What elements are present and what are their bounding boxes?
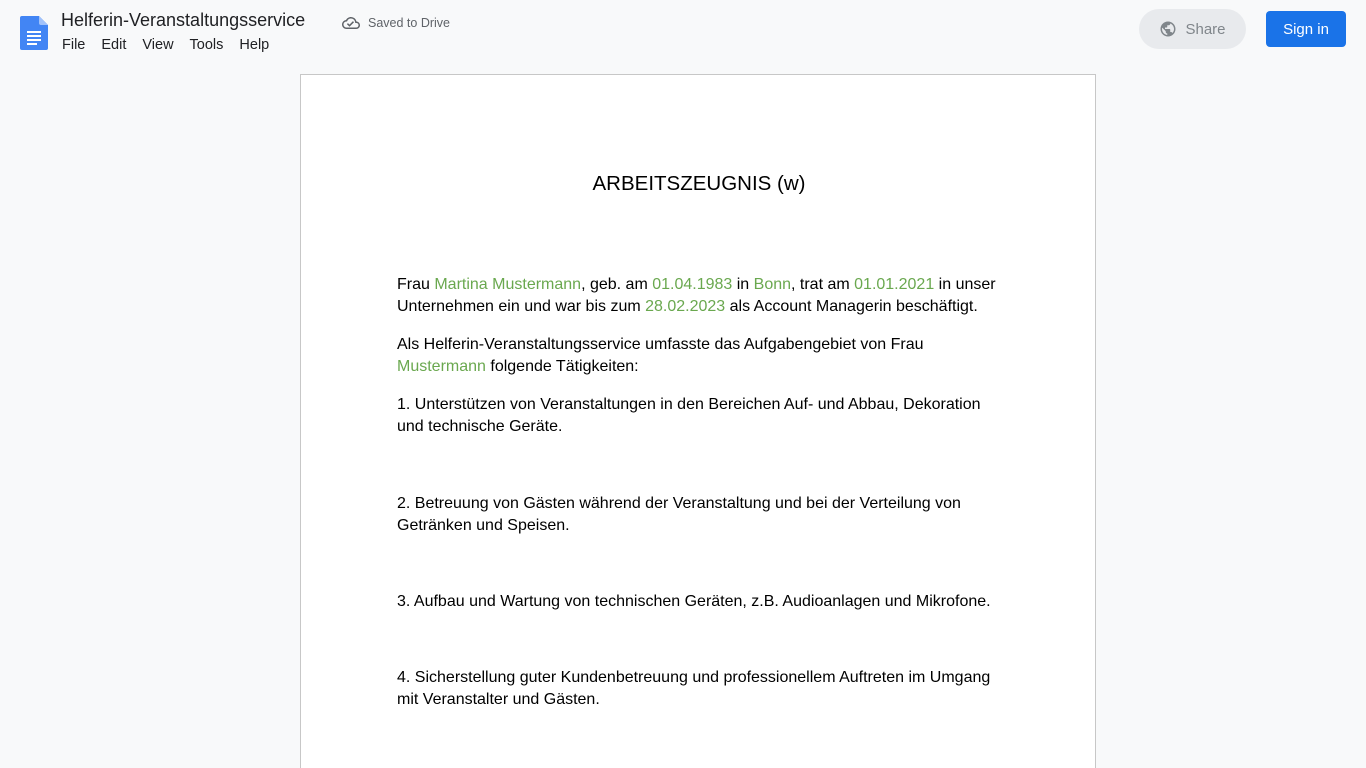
menu-edit[interactable]: Edit <box>101 37 127 53</box>
globe-icon <box>1159 20 1177 38</box>
birth-city: Bonn <box>753 276 792 293</box>
end-date: 28.02.2023 <box>645 298 726 315</box>
google-docs-icon[interactable] <box>20 16 48 50</box>
menu-tools[interactable]: Tools <box>189 37 224 53</box>
task-item-3: 3. Aufbau und Wartung von technischen Geräten, z.B. Audioanlagen und Mikrofone. <box>397 593 991 610</box>
intro-text-5: in unser Unternehmen ein und war bis zum <box>397 276 996 315</box>
intro-text-2: , geb. am <box>581 276 653 293</box>
app-header <box>0 0 1366 64</box>
task-item-4: 4. Sicherstellung guter Kundenbetreuung und professionellem Auftreten im Umgang mit Veranstalter und Gästen. <box>397 669 991 708</box>
intro-text-1: Frau <box>397 276 435 293</box>
document-page[interactable] <box>300 74 1096 768</box>
share-button[interactable] <box>1139 9 1246 49</box>
document-title[interactable]: Helferin-Veranstaltungsservice <box>61 10 306 30</box>
tasks-intro-paragraph <box>397 334 1001 378</box>
birth-date: 01.04.1983 <box>652 276 733 293</box>
menu-view[interactable]: View <box>142 37 174 53</box>
menu-bar <box>62 37 285 57</box>
saved-label: Saved to Drive <box>368 16 450 30</box>
sign-in-button[interactable]: Sign in <box>1266 11 1346 47</box>
document-heading: ARBEITSZEUGNIS (w) <box>592 172 806 195</box>
cloud-done-icon <box>342 14 360 32</box>
save-status[interactable] <box>342 14 450 32</box>
menu-file[interactable]: File <box>62 37 86 53</box>
task-item-1: 1. Unterstützen von Veranstaltungen in den Bereichen Auf- und Abbau, Dekoration und technische Geräte. <box>397 396 981 435</box>
task-item-2: 2. Betreuung von Gästen während der Veranstaltung und bei der Verteilung von Getränken und Speisen. <box>397 495 961 534</box>
menu-help[interactable]: Help <box>239 37 270 53</box>
employee-surname: Mustermann <box>397 358 486 375</box>
intro-text-6: als Account Managerin beschäftigt. <box>725 298 978 315</box>
intro-text-4: , trat am <box>791 276 855 293</box>
intro-paragraph <box>397 274 1001 318</box>
tasks-intro-text-2: folgende Tätigkeiten: <box>485 358 639 375</box>
share-label: Share <box>1185 20 1226 38</box>
tasks-intro-text-1: Als Helferin-Veranstaltungsservice umfasste das Aufgabengebiet von Frau <box>397 336 924 353</box>
intro-text-3: in <box>732 276 754 293</box>
employee-name: Martina Mustermann <box>434 276 582 293</box>
start-date: 01.01.2021 <box>854 276 935 293</box>
